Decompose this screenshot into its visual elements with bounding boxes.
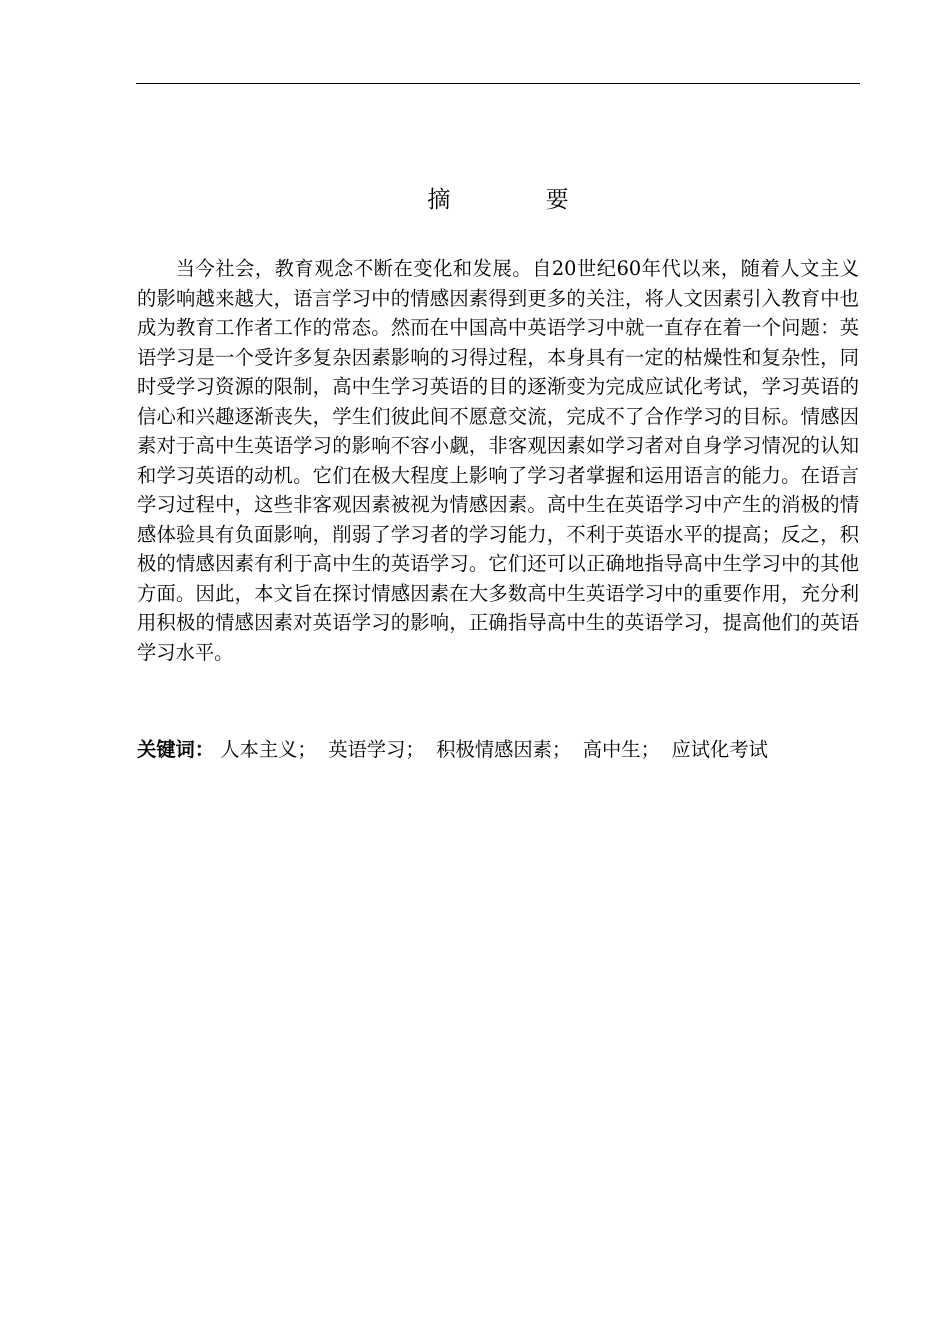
keyword-separator: ；: [640, 738, 660, 761]
abstract-body: 当今社会，教育观念不断在变化和发展。自20世纪60年代以来，随着人文主义的影响越来越大，语言学习中的情感因素得到更多的关注，将人文因素引入教育中也成为教育工作者工作的常态。然而在中国高中英语学习中就一直存在着一个问题：英语学习是一个受许多复杂因素影响的习得过程，本身具有一定的枯燥性和复杂性，同时受学习资源的限制，高中生学习英语的目的逐渐变为完成应试化考试，学习英语的信心和兴趣逐渐丧失，学生们彼此间不愿意交流，完成不了合作学习的目标。情感因素对于高中生英语学习的影响不容小觑，非客观因素如学习者对自身学习情况的认知和学习英语的动机。它们在极大程度上影响了学习者掌握和运用语言的能力。在语言学习过程中，这些非客观因素被视为情感因素。高中生在英语学习中产生的消极的情感体验具有负面影响，削弱了学习者的学习能力，不利于英语水平的提高；反之，积极的情感因素有利于高中生的英语学习。它们还可以正确地指导高中生学习中的其他方面。因此，本文旨在探讨情感因素在大多数高中生英语学习中的重要作用，充分利用积极的情感因素对英语学习的影响，正确指导高中生的英语学习，提高他们的英语学习水平。: [137, 257, 859, 664]
keyword-item: 高中生: [582, 738, 641, 761]
keywords-line: [137, 735, 859, 765]
keyword-separator: ；: [297, 738, 317, 761]
keywords-list: [214, 738, 768, 761]
abstract-title: 摘 要: [427, 187, 613, 213]
keyword-separator: ；: [551, 738, 572, 761]
keyword-item: 积极情感因素: [436, 738, 552, 761]
header-rule: [136, 83, 860, 84]
keyword-item: 人本主义: [220, 738, 298, 761]
keyword-item: 应试化考试: [671, 738, 768, 761]
keywords-label: 关键词：: [137, 738, 215, 761]
keyword-item: 英语学习: [328, 738, 406, 761]
keyword-separator: ；: [405, 738, 425, 761]
